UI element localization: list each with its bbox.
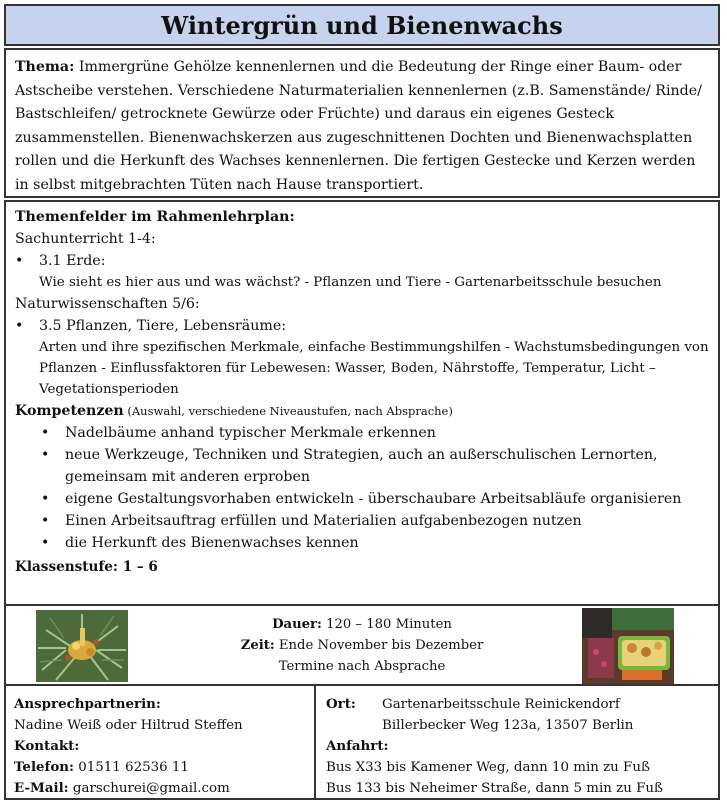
- page-title: Wintergrün und Bienenwachs: [4, 4, 720, 46]
- ort-row: [326, 694, 708, 736]
- telefon-value: 01511 62536 11: [73, 760, 189, 775]
- bus-line-1: Bus X33 bis Kamener Weg, dann 10 min zu Fuß: [326, 760, 650, 775]
- klassenstufe: Klassenstufe: 1 – 6: [15, 559, 158, 575]
- list-item: [41, 488, 709, 510]
- kompetenz-continuation: gemeinsam mit anderen erproben: [65, 469, 311, 485]
- ansprech-names: Nadine Weiß oder Hiltrud Steffen: [14, 718, 243, 733]
- ort-line-2: Billerbecker Weg 123a, 13507 Berlin: [382, 718, 634, 733]
- bullet-icon: •: [41, 513, 50, 529]
- list-item: [41, 444, 709, 466]
- bullet-icon: •: [41, 491, 50, 507]
- termine-line: Termine nach Absprache: [278, 659, 446, 674]
- kompetenz-text: Nadelbäume anhand typischer Merkmale erkennen: [65, 425, 436, 441]
- ort-address: [382, 694, 633, 736]
- pflanzen-subtext-1: Arten und ihre spezifischen Merkmale, einfache Bestimmungshilfen - Wachstumsbedingungen von: [39, 340, 709, 355]
- ansprech-label: Ansprechpartnerin:: [14, 696, 161, 712]
- curriculum-section: [4, 200, 720, 606]
- location-column: [316, 686, 718, 798]
- zeit-value: Ende November bis Dezember: [274, 638, 484, 653]
- email-label: E-Mail:: [14, 780, 69, 796]
- telefon-line: [14, 757, 306, 778]
- dauer-label: Dauer:: [272, 617, 322, 632]
- kompetenz-text: die Herkunft des Bienenwachses kennen: [65, 535, 359, 551]
- ort-label: Ort:: [326, 696, 356, 712]
- candles-photo: [582, 608, 674, 684]
- kompetenz-text: neue Werkzeuge, Techniken und Strategien, auch an außerschulischen Lernorten,: [65, 447, 658, 463]
- erde-subtext: Wie sieht es hier aus und was wächst? - Pflanzen und Tiere - Gartenarbeitsschule besuchen: [39, 275, 662, 290]
- kompetenzen-title: Kompetenzen: [15, 403, 124, 419]
- kompetenzen-list: [15, 422, 709, 554]
- erde-bullet: 3.1 Erde:: [39, 253, 106, 269]
- pflanzen-subtext-2: Pflanzen - Einflussfaktoren für Lebewesen: Wasser, Boden, Nährstoffe, Temperatur, Licht –: [39, 361, 656, 376]
- themenfelder-heading: Themenfelder im Rahmenlehrplan:: [15, 209, 295, 225]
- email-line: [14, 778, 306, 799]
- bus-line-2: Bus 133 bis Neheimer Straße, dann 5 min zu Fuß: [326, 781, 663, 796]
- email-value[interactable]: garschurei@gmail.com: [68, 781, 230, 796]
- list-item: [15, 250, 709, 272]
- kompetenzen-heading: [15, 400, 709, 422]
- bullet-icon: •: [41, 425, 50, 441]
- list-item: [15, 315, 709, 337]
- pflanzen-bullet: 3.5 Pflanzen, Tiere, Lebensräume:: [39, 318, 287, 334]
- telefon-label: Telefon:: [14, 759, 74, 775]
- sachunterricht-label: Sachunterricht 1-4:: [15, 231, 156, 247]
- natur-label: Naturwissenschaften 5/6:: [15, 296, 200, 312]
- bullet-icon: •: [15, 253, 24, 269]
- dauer-value: 120 – 180 Minuten: [321, 617, 452, 632]
- ort-line-1: Gartenarbeitsschule Reinickendorf: [382, 697, 620, 712]
- kontakt-label: Kontakt:: [14, 738, 80, 754]
- contact-column: [6, 686, 316, 798]
- pflanzen-subtext-3: Vegetationsperioden: [39, 382, 179, 397]
- bullet-icon: •: [15, 318, 24, 334]
- kompetenz-text: Einen Arbeitsauftrag erfüllen und Materialien aufgabenbezogen nutzen: [65, 513, 582, 529]
- zeit-label: Zeit:: [240, 638, 275, 653]
- contact-section: [4, 686, 720, 800]
- wreath-photo: [36, 610, 128, 682]
- list-item: [41, 510, 709, 532]
- thema-label: Thema:: [15, 59, 75, 75]
- kompetenz-text: eigene Gestaltungsvorhaben entwickeln - überschaubare Arbeitsabläufe organisieren: [65, 491, 682, 507]
- bullet-icon: •: [41, 447, 50, 463]
- list-item: [41, 422, 709, 444]
- bullet-icon: •: [41, 535, 50, 551]
- list-item: [41, 532, 709, 554]
- thema-section: [4, 48, 720, 198]
- thema-text: Immergrüne Gehölze kennenlernen und die Bedeutung der Ringe einer Baum- oder Astscheibe verstehen. Verschiedene Naturmaterialien kennenlernen (z.B. Samenstände/ Rinde/ Bastschleifen/ getrocknete Gewürze oder Früchte) und daraus ein eigenes Gesteck zusammenstellen. Bienenwachskerzen aus zugeschnittenen Dochten und Bienenwachsplatten rollen und die Herkunft des Wachses kennenlernen. Die fertigen Gestecke und Kerzen werden in selbst mitgebrachten Tüten nach Hause transportiert.: [15, 59, 702, 193]
- anfahrt-label: Anfahrt:: [326, 738, 389, 754]
- kompetenzen-note: (Auswahl, verschiedene Niveaustufen, nach Absprache): [123, 404, 453, 418]
